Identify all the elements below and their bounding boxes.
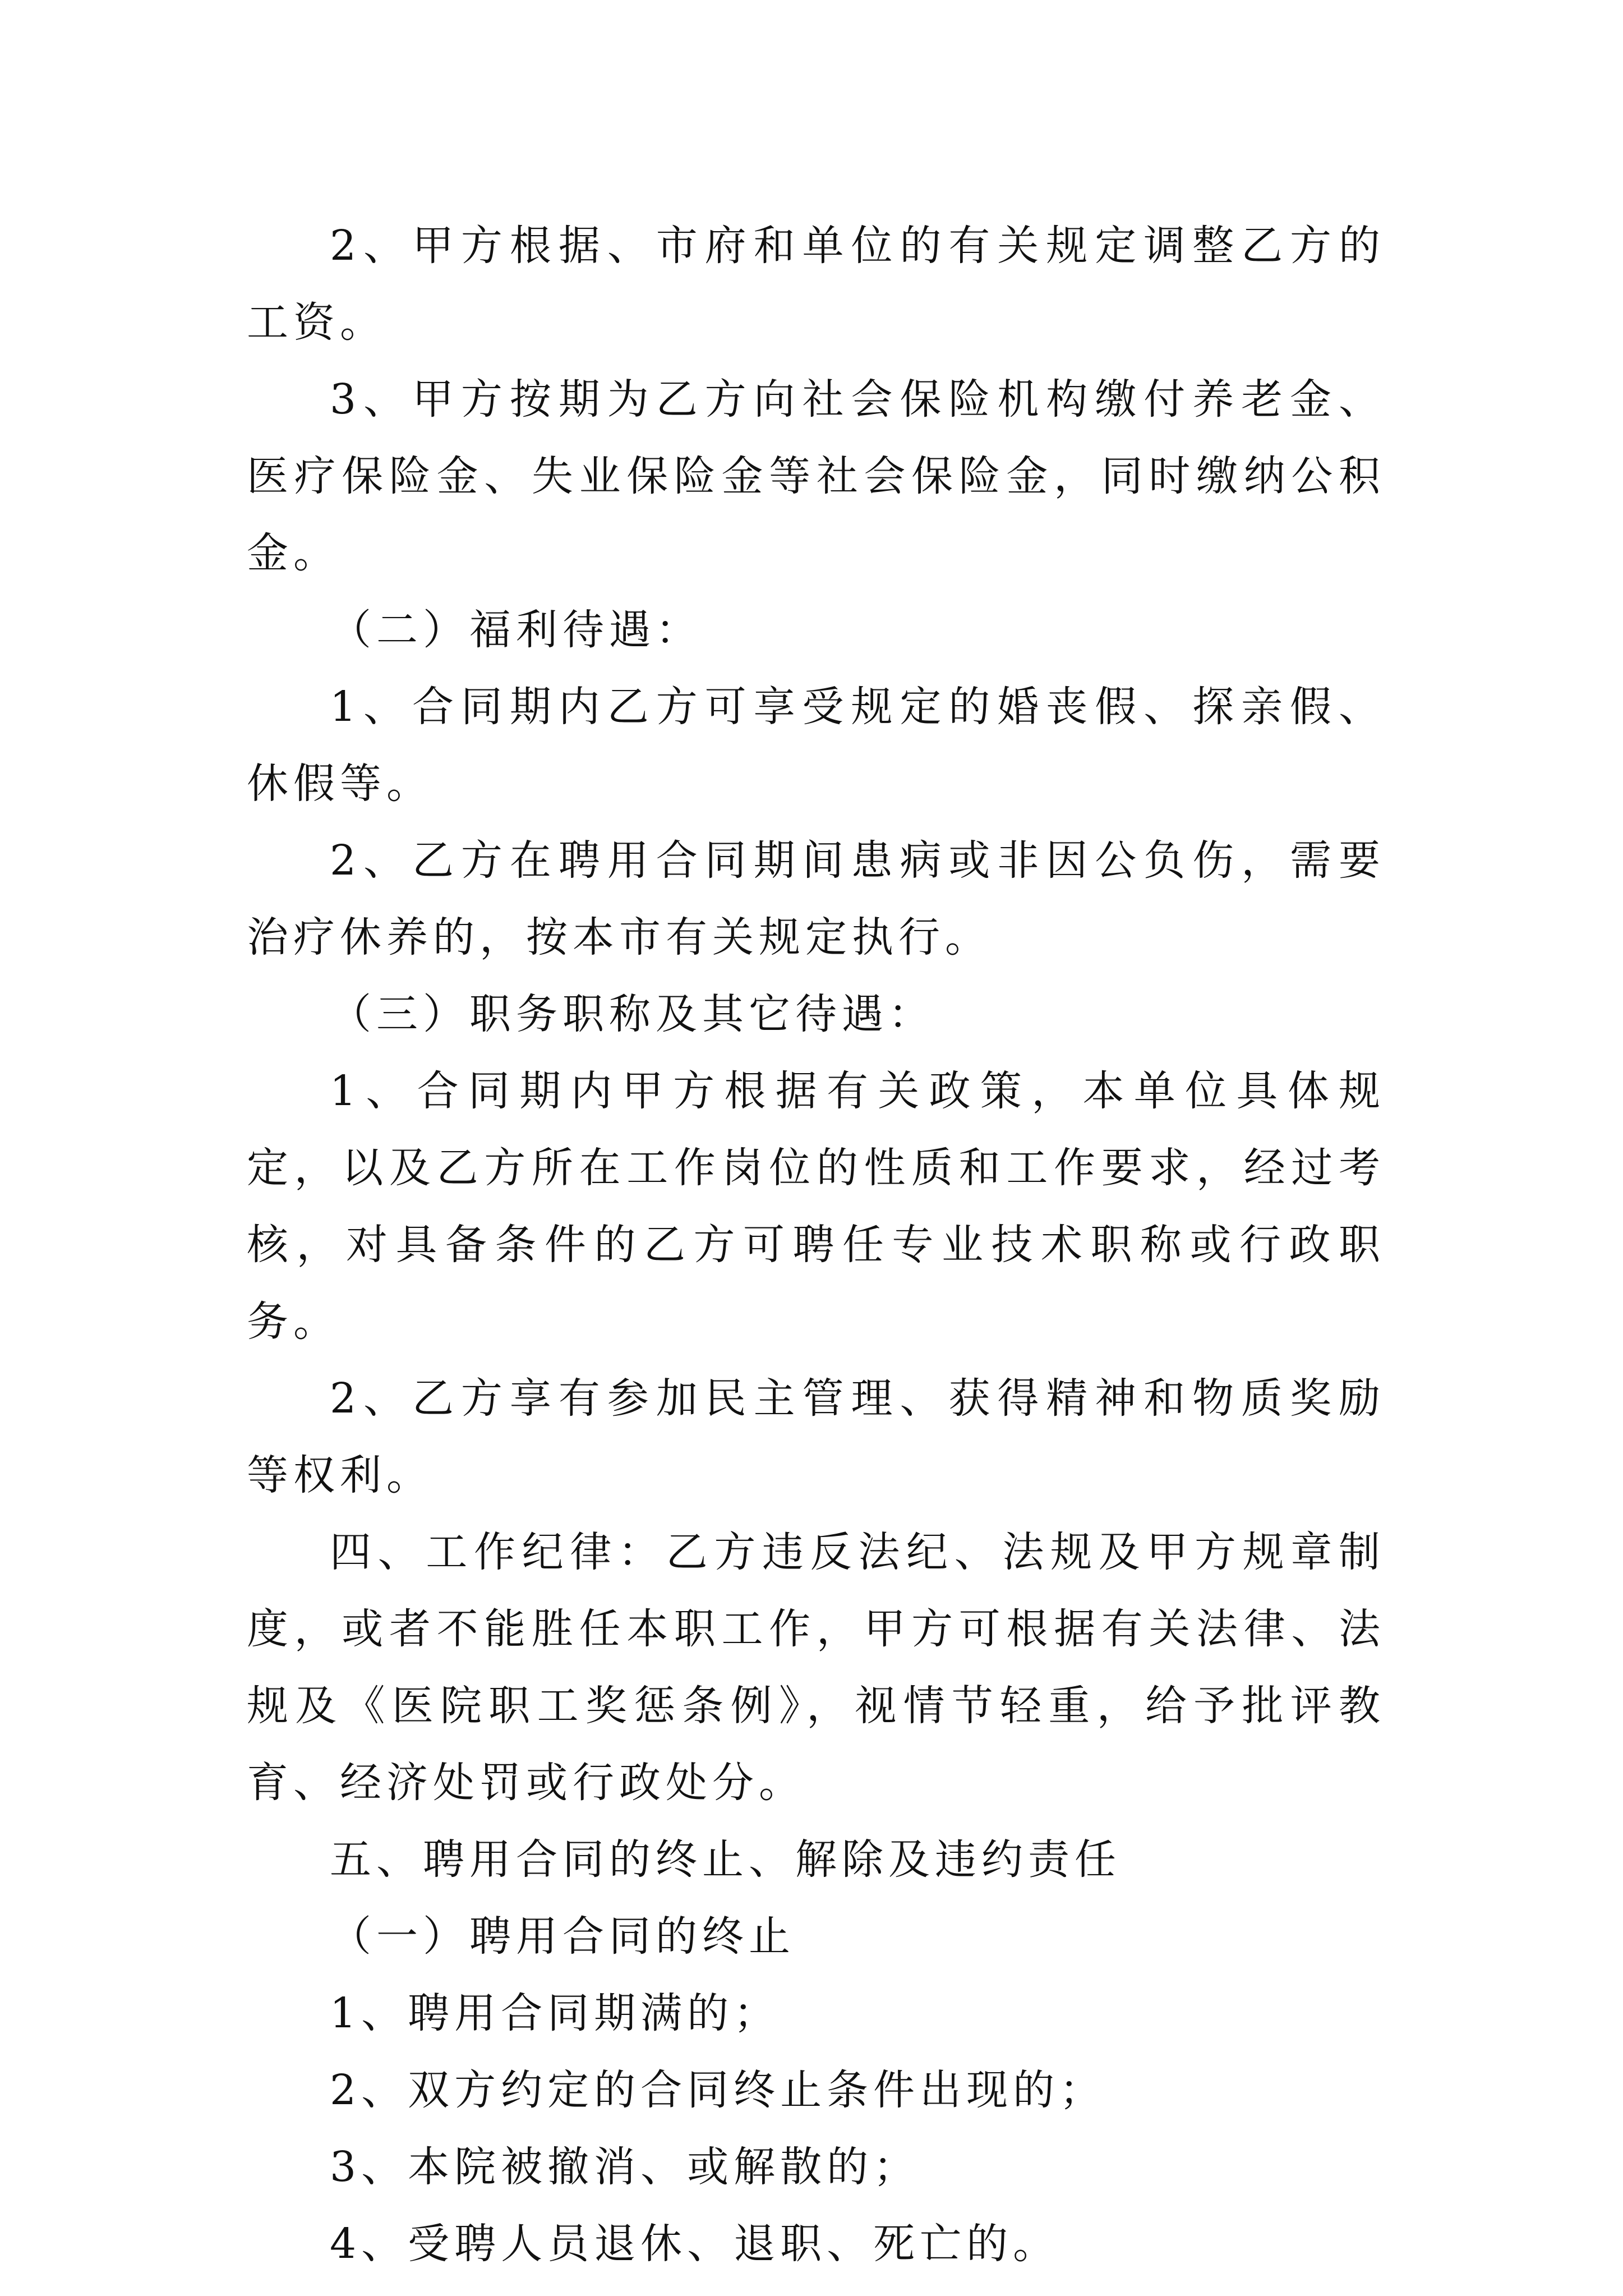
heading-contract-termination: 五、聘用合同的终止、解除及违约责任 bbox=[330, 1835, 1121, 1884]
heading-titles-other-benefits: （三）职务职称及其它待遇： bbox=[330, 990, 935, 1038]
paragraph-salary-adjustment: 2、甲方根据、市府和单位的有关规定调整乙方的工资。 bbox=[247, 222, 1385, 347]
paragraph-sick-leave: 2、乙方在聘用合同期间患病或非因公负伤，需要治疗休养的，按本市有关规定执行。 bbox=[247, 836, 1385, 961]
paragraph-social-insurance: 3、甲方按期为乙方向社会保险机构缴付养老金、医疗保险金、失业保险金等社会保险金，同时缴纳公积金。 bbox=[247, 375, 1385, 577]
paragraph-leave: 1、合同期内乙方可享受规定的婚丧假、探亲假、休假等。 bbox=[247, 683, 1385, 808]
list-item-agreed-conditions: 2、双方约定的合同终止条件出现的； bbox=[330, 2066, 1106, 2114]
list-item-retirement: 4、受聘人员退休、退职、死亡的。 bbox=[330, 2220, 1060, 2268]
heading-welfare-benefits: （二）福利待遇： bbox=[330, 606, 702, 654]
heading-termination-conditions: （一）聘用合同的终止 bbox=[330, 1912, 795, 1961]
paragraph-work-discipline: 四、工作纪律：乙方违反法纪、法规及甲方规章制度，或者不能胜任本职工作，甲方可根据有关法律、法规及《医院职工奖惩条例》，视情节轻重，给予批评教育、经济处罚或行政处分。 bbox=[247, 1528, 1385, 1807]
list-item-contract-expiry: 1、聘用合同期满的； bbox=[330, 1989, 781, 2037]
list-item-dissolution: 3、本院被撤消、或解散的； bbox=[330, 2143, 920, 2191]
paragraph-appointment: 1、合同期内甲方根据有关政策，本单位具体规定，以及乙方所在工作岗位的性质和工作要求，经过考核，对具备条件的乙方可聘任专业技术职称或行政职务。 bbox=[247, 1067, 1385, 1346]
document-body bbox=[247, 208, 1385, 2283]
paragraph-rights: 2、乙方享有参加民主管理、获得精神和物质奖励等权利。 bbox=[247, 1374, 1385, 1499]
